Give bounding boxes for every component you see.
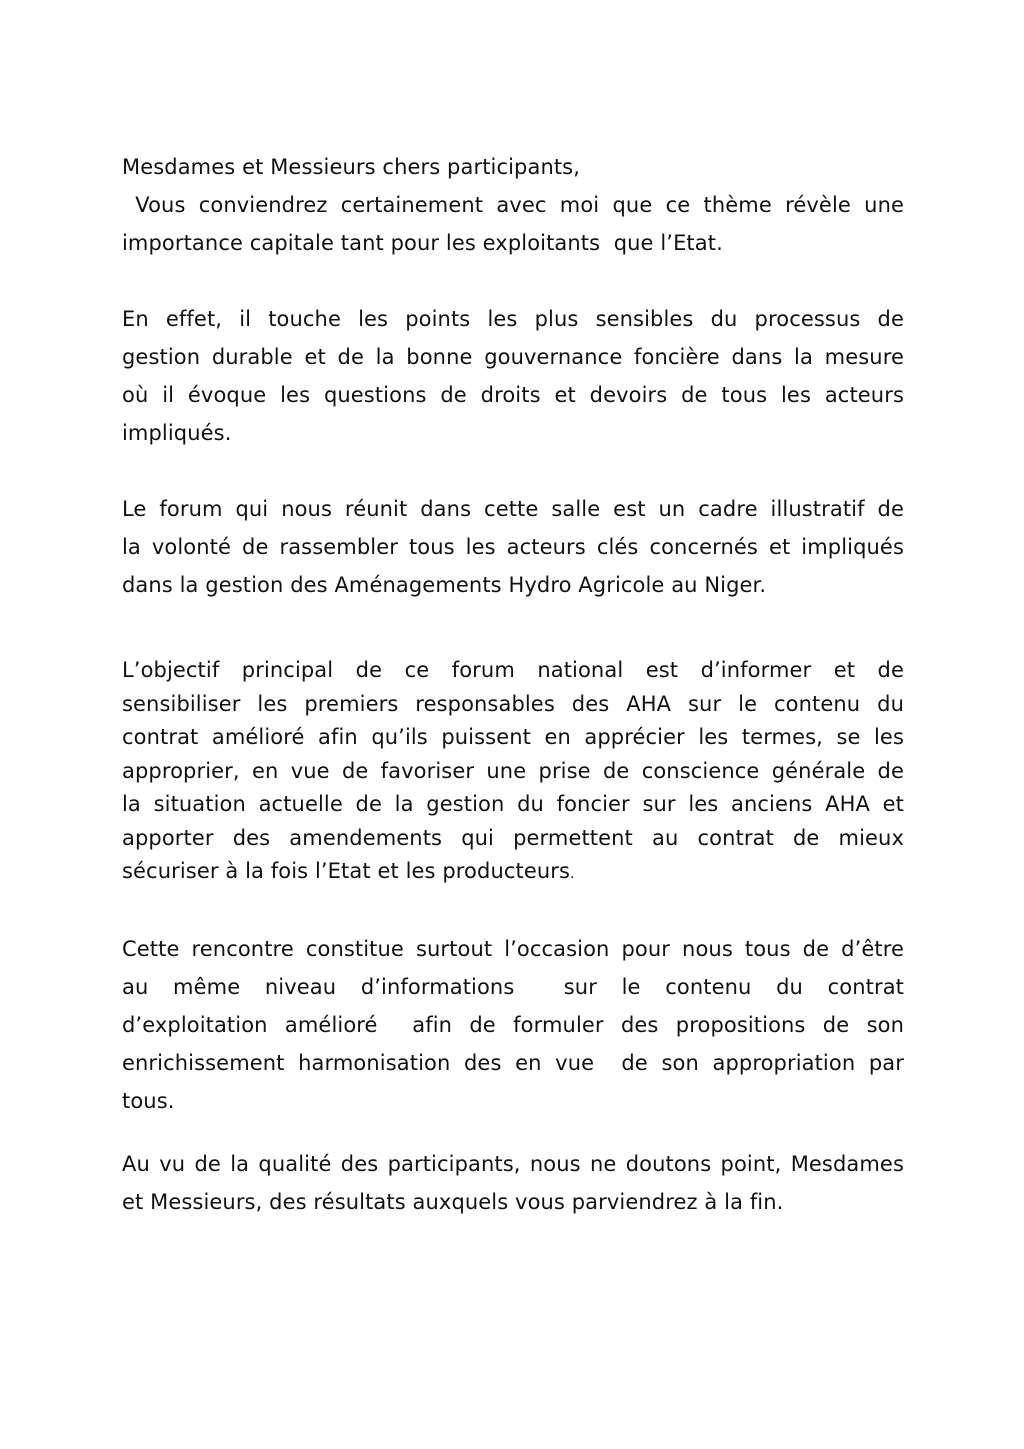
text-line: sensibiliser les premiers responsables des AHA sur le contenu du: [122, 691, 904, 716]
text-line: Au vu de la qualité des participants, nous ne doutons point, Mesdames: [122, 1151, 904, 1176]
text-line-content: sécuriser à la fois l’Etat et les producteurs: [122, 859, 571, 883]
text-line: [122, 855, 904, 892]
text-line: gestion durable et de la bonne gouvernance foncière dans la mesure: [122, 345, 904, 369]
text-line: Mesdames et Messieurs chers participants,: [122, 155, 580, 179]
paragraph-forum: [122, 490, 904, 604]
text-line: enrichissement harmonisation des en vue de son appropriation par: [122, 1050, 904, 1075]
text-line: la volonté de rassembler tous les acteurs clés concernés et impliqués: [122, 535, 904, 559]
paragraph-objectif: [122, 654, 904, 892]
final-period: .: [570, 866, 575, 882]
text-line: tous.: [122, 1088, 175, 1113]
text-line: au même niveau d’informations sur le contenu du contrat: [122, 974, 904, 999]
text-line: dans la gestion des Aménagements Hydro Agricole au Niger.: [122, 573, 767, 597]
text-line: Le forum qui nous réunit dans cette salle est un cadre illustratif de: [122, 497, 904, 521]
text-line: d’exploitation amélioré afin de formuler des propositions de son: [122, 1012, 904, 1037]
text-line: L’objectif principal de ce forum national est d’informer et de: [122, 658, 904, 682]
paragraph-greeting: [122, 148, 904, 262]
paragraph-conclusion: [122, 1145, 904, 1221]
text-line: approprier, en vue de favoriser une prise de conscience générale de: [122, 758, 904, 783]
text-line: impliqués.: [122, 421, 232, 445]
text-line: En effet, il touche les points les plus sensibles du processus de: [122, 307, 904, 331]
text-line: Cette rencontre constitue surtout l’occasion pour nous tous de d’être: [122, 936, 904, 961]
text-line: et Messieurs, des résultats auxquels vous parviendrez à la fin.: [122, 1189, 784, 1214]
text-line: contrat amélioré afin qu’ils puissent en apprécier les termes, se les: [122, 725, 904, 749]
text-line: où il évoque les questions de droits et devoirs de tous les acteurs: [122, 383, 904, 407]
paragraph-rencontre: [122, 930, 904, 1120]
document-body: [122, 148, 904, 1221]
text-line: Vous conviendrez certainement avec moi que ce thème révèle une: [122, 193, 904, 217]
text-line: apporter des amendements qui permettent au contrat de mieux: [122, 825, 904, 850]
text-line: importance capitale tant pour les exploitants que l’Etat.: [122, 231, 723, 255]
text-line: la situation actuelle de la gestion du foncier sur les anciens AHA et: [122, 792, 904, 816]
paragraph-effet: [122, 300, 904, 452]
